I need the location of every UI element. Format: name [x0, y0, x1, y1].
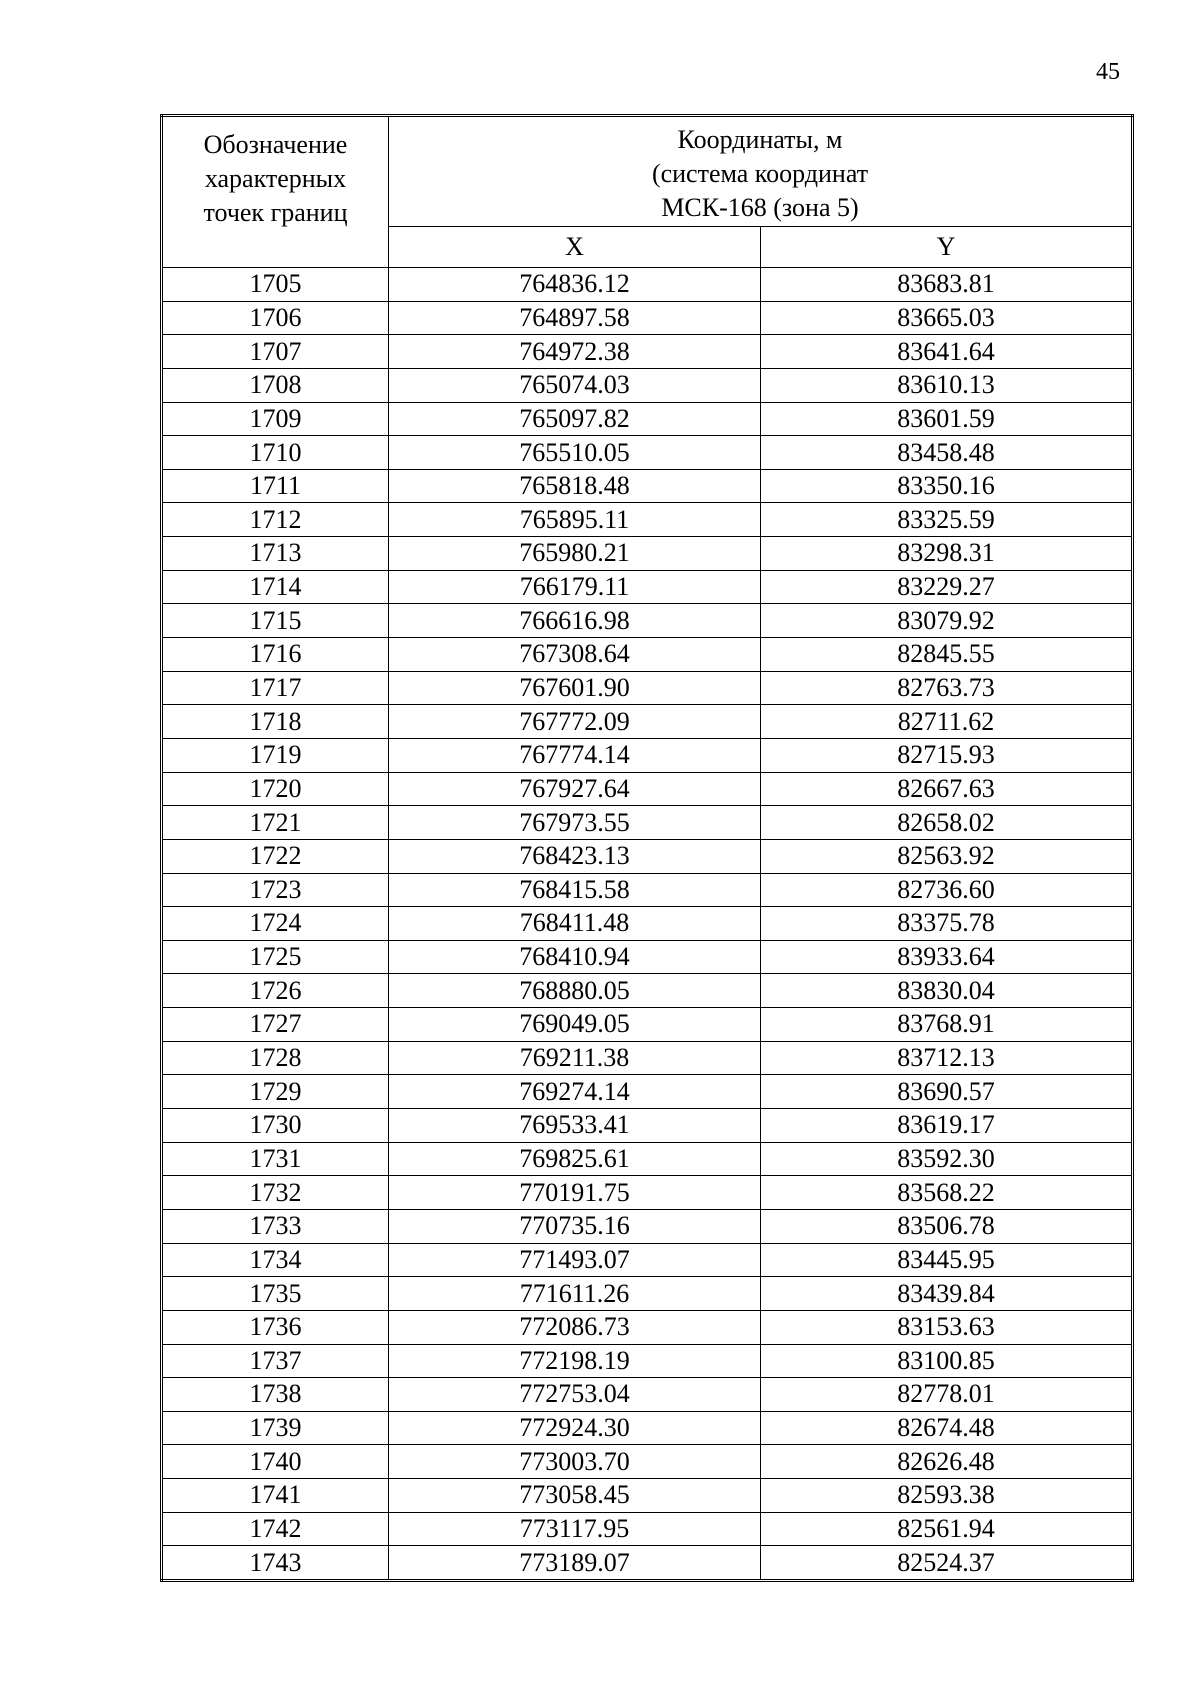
- point-cell: 1737: [162, 1344, 389, 1378]
- x-coordinate-cell: 770735.16: [389, 1209, 761, 1243]
- point-cell: 1722: [162, 839, 389, 873]
- point-cell: 1741: [162, 1479, 389, 1513]
- table-row: [162, 738, 1133, 772]
- point-cell: 1734: [162, 1243, 389, 1277]
- designation-header: [162, 116, 389, 268]
- x-coordinate-cell: 767772.09: [389, 705, 761, 739]
- table-row: [162, 671, 1133, 705]
- y-coordinate-cell: 82658.02: [761, 806, 1133, 840]
- y-coordinate-cell: 83325.59: [761, 503, 1133, 537]
- table-row: [162, 1277, 1133, 1311]
- x-coordinate-cell: 765818.48: [389, 469, 761, 503]
- y-coordinate-cell: 83665.03: [761, 301, 1133, 335]
- y-coordinate-cell: 83445.95: [761, 1243, 1133, 1277]
- point-cell: 1742: [162, 1512, 389, 1546]
- x-coordinate-cell: 768410.94: [389, 940, 761, 974]
- point-cell: 1731: [162, 1142, 389, 1176]
- y-coordinate-cell: 83100.85: [761, 1344, 1133, 1378]
- point-cell: 1725: [162, 940, 389, 974]
- point-cell: 1715: [162, 604, 389, 638]
- x-coordinate-cell: 765097.82: [389, 402, 761, 436]
- table-row: [162, 604, 1133, 638]
- y-coordinate-cell: 83298.31: [761, 537, 1133, 571]
- y-coordinate-cell: 83375.78: [761, 907, 1133, 941]
- point-cell: 1735: [162, 1277, 389, 1311]
- y-coordinate-cell: 82561.94: [761, 1512, 1133, 1546]
- table-row: [162, 1411, 1133, 1445]
- table-row: [162, 940, 1133, 974]
- y-coordinate-cell: 83619.17: [761, 1109, 1133, 1143]
- table-row: [162, 1512, 1133, 1546]
- coordinates-header: [389, 116, 1133, 227]
- x-coordinate-cell: 765895.11: [389, 503, 761, 537]
- x-coordinate-cell: 771611.26: [389, 1277, 761, 1311]
- table-row: [162, 1344, 1133, 1378]
- x-coordinate-cell: 765980.21: [389, 537, 761, 571]
- coordinates-table: [160, 114, 1134, 1582]
- table-row: [162, 638, 1133, 672]
- table-row: [162, 1109, 1133, 1143]
- designation-header-line: характерных: [204, 164, 347, 193]
- y-coordinate-cell: 82763.73: [761, 671, 1133, 705]
- y-coordinate-cell: 83458.48: [761, 436, 1133, 470]
- x-coordinate-cell: 768415.58: [389, 873, 761, 907]
- point-cell: 1724: [162, 907, 389, 941]
- y-coordinate-cell: 82711.62: [761, 705, 1133, 739]
- table-row: [162, 1041, 1133, 1075]
- x-coordinate-cell: 772753.04: [389, 1378, 761, 1412]
- point-cell: 1740: [162, 1445, 389, 1479]
- point-cell: 1721: [162, 806, 389, 840]
- y-coordinate-cell: 83568.22: [761, 1176, 1133, 1210]
- y-coordinate-cell: 83768.91: [761, 1008, 1133, 1042]
- designation-header-line: точек границ: [203, 198, 348, 227]
- table-row: [162, 1310, 1133, 1344]
- x-coordinate-cell: 772086.73: [389, 1310, 761, 1344]
- y-coordinate-cell: 82626.48: [761, 1445, 1133, 1479]
- y-coordinate-cell: 83592.30: [761, 1142, 1133, 1176]
- table-row: [162, 1546, 1133, 1581]
- y-column-header: Y: [761, 227, 1133, 268]
- y-coordinate-cell: 83229.27: [761, 570, 1133, 604]
- point-cell: 1716: [162, 638, 389, 672]
- y-coordinate-cell: 83610.13: [761, 368, 1133, 402]
- y-coordinate-cell: 82674.48: [761, 1411, 1133, 1445]
- x-coordinate-cell: 767601.90: [389, 671, 761, 705]
- table-row: [162, 974, 1133, 1008]
- table-row: [162, 1378, 1133, 1412]
- coordinates-header-line: Координаты, м: [677, 124, 843, 154]
- table-row: [162, 503, 1133, 537]
- x-coordinate-cell: 767308.64: [389, 638, 761, 672]
- y-coordinate-cell: 82524.37: [761, 1546, 1133, 1581]
- y-coordinate-cell: 83079.92: [761, 604, 1133, 638]
- point-cell: 1743: [162, 1546, 389, 1581]
- point-cell: 1714: [162, 570, 389, 604]
- y-coordinate-cell: 82563.92: [761, 839, 1133, 873]
- table-row: [162, 839, 1133, 873]
- x-coordinate-cell: 769211.38: [389, 1041, 761, 1075]
- coordinates-header-line: (система координат: [651, 158, 869, 188]
- y-coordinate-cell: 83350.16: [761, 469, 1133, 503]
- x-coordinate-cell: 765074.03: [389, 368, 761, 402]
- table-row: [162, 1445, 1133, 1479]
- x-coordinate-cell: 768411.48: [389, 907, 761, 941]
- point-cell: 1720: [162, 772, 389, 806]
- y-coordinate-cell: 83933.64: [761, 940, 1133, 974]
- table-row: [162, 570, 1133, 604]
- point-cell: 1736: [162, 1310, 389, 1344]
- point-cell: 1726: [162, 974, 389, 1008]
- y-coordinate-cell: 83439.84: [761, 1277, 1133, 1311]
- point-cell: 1723: [162, 873, 389, 907]
- table-row: [162, 402, 1133, 436]
- y-coordinate-cell: 82736.60: [761, 873, 1133, 907]
- point-cell: 1705: [162, 268, 389, 302]
- table-row: [162, 907, 1133, 941]
- x-coordinate-cell: 772198.19: [389, 1344, 761, 1378]
- coordinates-table-container: [160, 114, 1131, 1582]
- table-row: [162, 705, 1133, 739]
- table-row: [162, 1209, 1133, 1243]
- x-coordinate-cell: 767973.55: [389, 806, 761, 840]
- y-coordinate-cell: 83712.13: [761, 1041, 1133, 1075]
- point-cell: 1727: [162, 1008, 389, 1042]
- point-cell: 1706: [162, 301, 389, 335]
- table-row: [162, 1479, 1133, 1513]
- x-coordinate-cell: 764897.58: [389, 301, 761, 335]
- point-cell: 1710: [162, 436, 389, 470]
- x-coordinate-cell: 769825.61: [389, 1142, 761, 1176]
- designation-header-line: Обозначение: [203, 130, 348, 159]
- table-body: [162, 268, 1133, 1581]
- table-row: [162, 1176, 1133, 1210]
- point-cell: 1709: [162, 402, 389, 436]
- x-coordinate-cell: 766616.98: [389, 604, 761, 638]
- point-cell: 1718: [162, 705, 389, 739]
- table-row: [162, 1142, 1133, 1176]
- table-row: [162, 806, 1133, 840]
- x-coordinate-cell: 769049.05: [389, 1008, 761, 1042]
- y-coordinate-cell: 83683.81: [761, 268, 1133, 302]
- point-cell: 1719: [162, 738, 389, 772]
- x-coordinate-cell: 771493.07: [389, 1243, 761, 1277]
- x-coordinate-cell: 765510.05: [389, 436, 761, 470]
- x-coordinate-cell: 773189.07: [389, 1546, 761, 1581]
- table-row: [162, 436, 1133, 470]
- point-cell: 1711: [162, 469, 389, 503]
- y-coordinate-cell: 83153.63: [761, 1310, 1133, 1344]
- y-coordinate-cell: 83641.64: [761, 335, 1133, 369]
- point-cell: 1707: [162, 335, 389, 369]
- point-cell: 1708: [162, 368, 389, 402]
- table-row: [162, 301, 1133, 335]
- point-cell: 1728: [162, 1041, 389, 1075]
- x-coordinate-cell: 770191.75: [389, 1176, 761, 1210]
- x-coordinate-cell: 768880.05: [389, 974, 761, 1008]
- x-coordinate-cell: 772924.30: [389, 1411, 761, 1445]
- point-cell: 1730: [162, 1109, 389, 1143]
- point-cell: 1739: [162, 1411, 389, 1445]
- y-coordinate-cell: 82593.38: [761, 1479, 1133, 1513]
- x-coordinate-cell: 773003.70: [389, 1445, 761, 1479]
- table-row: [162, 268, 1133, 302]
- point-cell: 1717: [162, 671, 389, 705]
- x-coordinate-cell: 764972.38: [389, 335, 761, 369]
- table-row: [162, 1243, 1133, 1277]
- point-cell: 1732: [162, 1176, 389, 1210]
- y-coordinate-cell: 83690.57: [761, 1075, 1133, 1109]
- y-coordinate-cell: 82715.93: [761, 738, 1133, 772]
- table-row: [162, 368, 1133, 402]
- coordinates-header-line: МСК-168 (зона 5): [661, 192, 859, 222]
- x-column-header: X: [389, 227, 761, 268]
- y-coordinate-cell: 83601.59: [761, 402, 1133, 436]
- point-cell: 1713: [162, 537, 389, 571]
- table-row: [162, 1075, 1133, 1109]
- x-coordinate-cell: 769274.14: [389, 1075, 761, 1109]
- page-number: 45: [1096, 59, 1120, 85]
- table-row: [162, 873, 1133, 907]
- x-coordinate-cell: 766179.11: [389, 570, 761, 604]
- point-cell: 1738: [162, 1378, 389, 1412]
- x-coordinate-cell: 767927.64: [389, 772, 761, 806]
- point-cell: 1712: [162, 503, 389, 537]
- x-coordinate-cell: 767774.14: [389, 738, 761, 772]
- y-coordinate-cell: 82845.55: [761, 638, 1133, 672]
- x-coordinate-cell: 764836.12: [389, 268, 761, 302]
- table-row: [162, 537, 1133, 571]
- table-row: [162, 335, 1133, 369]
- y-coordinate-cell: 82778.01: [761, 1378, 1133, 1412]
- x-coordinate-cell: 768423.13: [389, 839, 761, 873]
- table-row: [162, 469, 1133, 503]
- table-row: [162, 772, 1133, 806]
- table-row: [162, 1008, 1133, 1042]
- x-coordinate-cell: 773117.95: [389, 1512, 761, 1546]
- y-coordinate-cell: 82667.63: [761, 772, 1133, 806]
- x-coordinate-cell: 773058.45: [389, 1479, 761, 1513]
- point-cell: 1729: [162, 1075, 389, 1109]
- table-header: [162, 116, 1133, 268]
- y-coordinate-cell: 83506.78: [761, 1209, 1133, 1243]
- y-coordinate-cell: 83830.04: [761, 974, 1133, 1008]
- x-coordinate-cell: 769533.41: [389, 1109, 761, 1143]
- point-cell: 1733: [162, 1209, 389, 1243]
